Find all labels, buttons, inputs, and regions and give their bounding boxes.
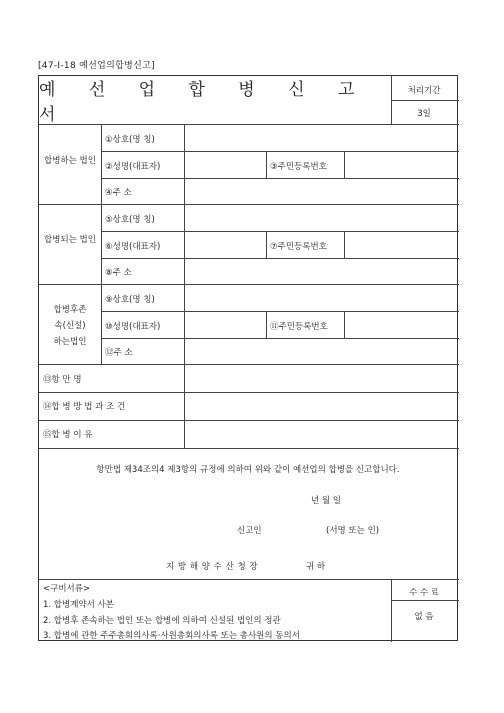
field-label-rep-2: ⑥성명(대표자) — [105, 242, 161, 252]
fee-label: 수 수 료 — [408, 588, 440, 598]
section-merging-label: 합병하는 법인 — [44, 156, 96, 166]
field-label-reason: ⑮합 병 이 유 — [43, 430, 93, 440]
attachment-item-3: 3. 합병에 관한 주주총회의사록·사원총회의사록 또는 총사원의 동의서 — [43, 631, 300, 641]
recipient: 지 방 해 양 수 산 청 장 — [166, 562, 259, 572]
field-label-method: ⑭합 병 방 법 과 조 건 — [43, 402, 126, 412]
fee-value: 없 음 — [414, 612, 434, 622]
field-label-company-1: ①상호(명 칭) — [105, 135, 155, 145]
section-merged-label: 합병되는 법인 — [44, 235, 96, 245]
honorific: 귀 하 — [306, 562, 326, 572]
field-label-rep-3: ⑩성명(대표자) — [105, 322, 161, 332]
field-label-company-3: ⑨상호(명 칭) — [105, 295, 155, 305]
field-label-addr-3: ⑫주 소 — [105, 348, 133, 358]
attachments-title: <구비서류> — [43, 584, 91, 594]
attachment-item-2: 2. 합병후 존속하는 법인 또는 합병에 의하여 신설된 법인의 정관 — [43, 616, 281, 626]
report-form — [38, 75, 458, 641]
section-surviving-line1: 합병후존 — [53, 305, 87, 315]
field-label-port: ⑬항 만 명 — [43, 375, 82, 385]
field-label-addr-2: ⑧주 소 — [105, 268, 132, 278]
section-surviving-line3: 하는법인 — [53, 337, 87, 347]
declaration-date: 년 월 일 — [311, 496, 342, 506]
processing-label: 처리기간 — [407, 86, 441, 96]
field-input-company-1[interactable] — [189, 136, 454, 150]
field-label-addr-1: ④주 소 — [105, 188, 132, 198]
declaration-text: 항만법 제34조의4 제3항의 규정에 의하여 위와 같이 예선업의 합병을 신고합니다. — [96, 465, 400, 475]
sign-note: (서명 또는 인) — [326, 526, 380, 536]
reporter-label: 신고인 — [237, 526, 262, 536]
field-label-regno-1: ③주민등록번호 — [270, 162, 327, 172]
form-code: [47-Ⅰ-18 예선업의합병신고] — [38, 61, 155, 71]
attachment-item-1: 1. 합병계약서 사본 — [43, 600, 114, 610]
field-label-regno-3: ⑪주민등록번호 — [270, 322, 328, 332]
field-label-company-2: ⑤상호(명 칭) — [105, 215, 155, 225]
processing-value: 3일 — [417, 109, 431, 119]
field-label-regno-2: ⑦주민등록번호 — [270, 242, 327, 252]
form-title: 예 선 업 합 병 신 고 서 — [39, 80, 369, 125]
section-surviving-line2: 속(신설) — [54, 321, 86, 331]
field-label-rep-1: ②성명(대표자) — [105, 162, 161, 172]
